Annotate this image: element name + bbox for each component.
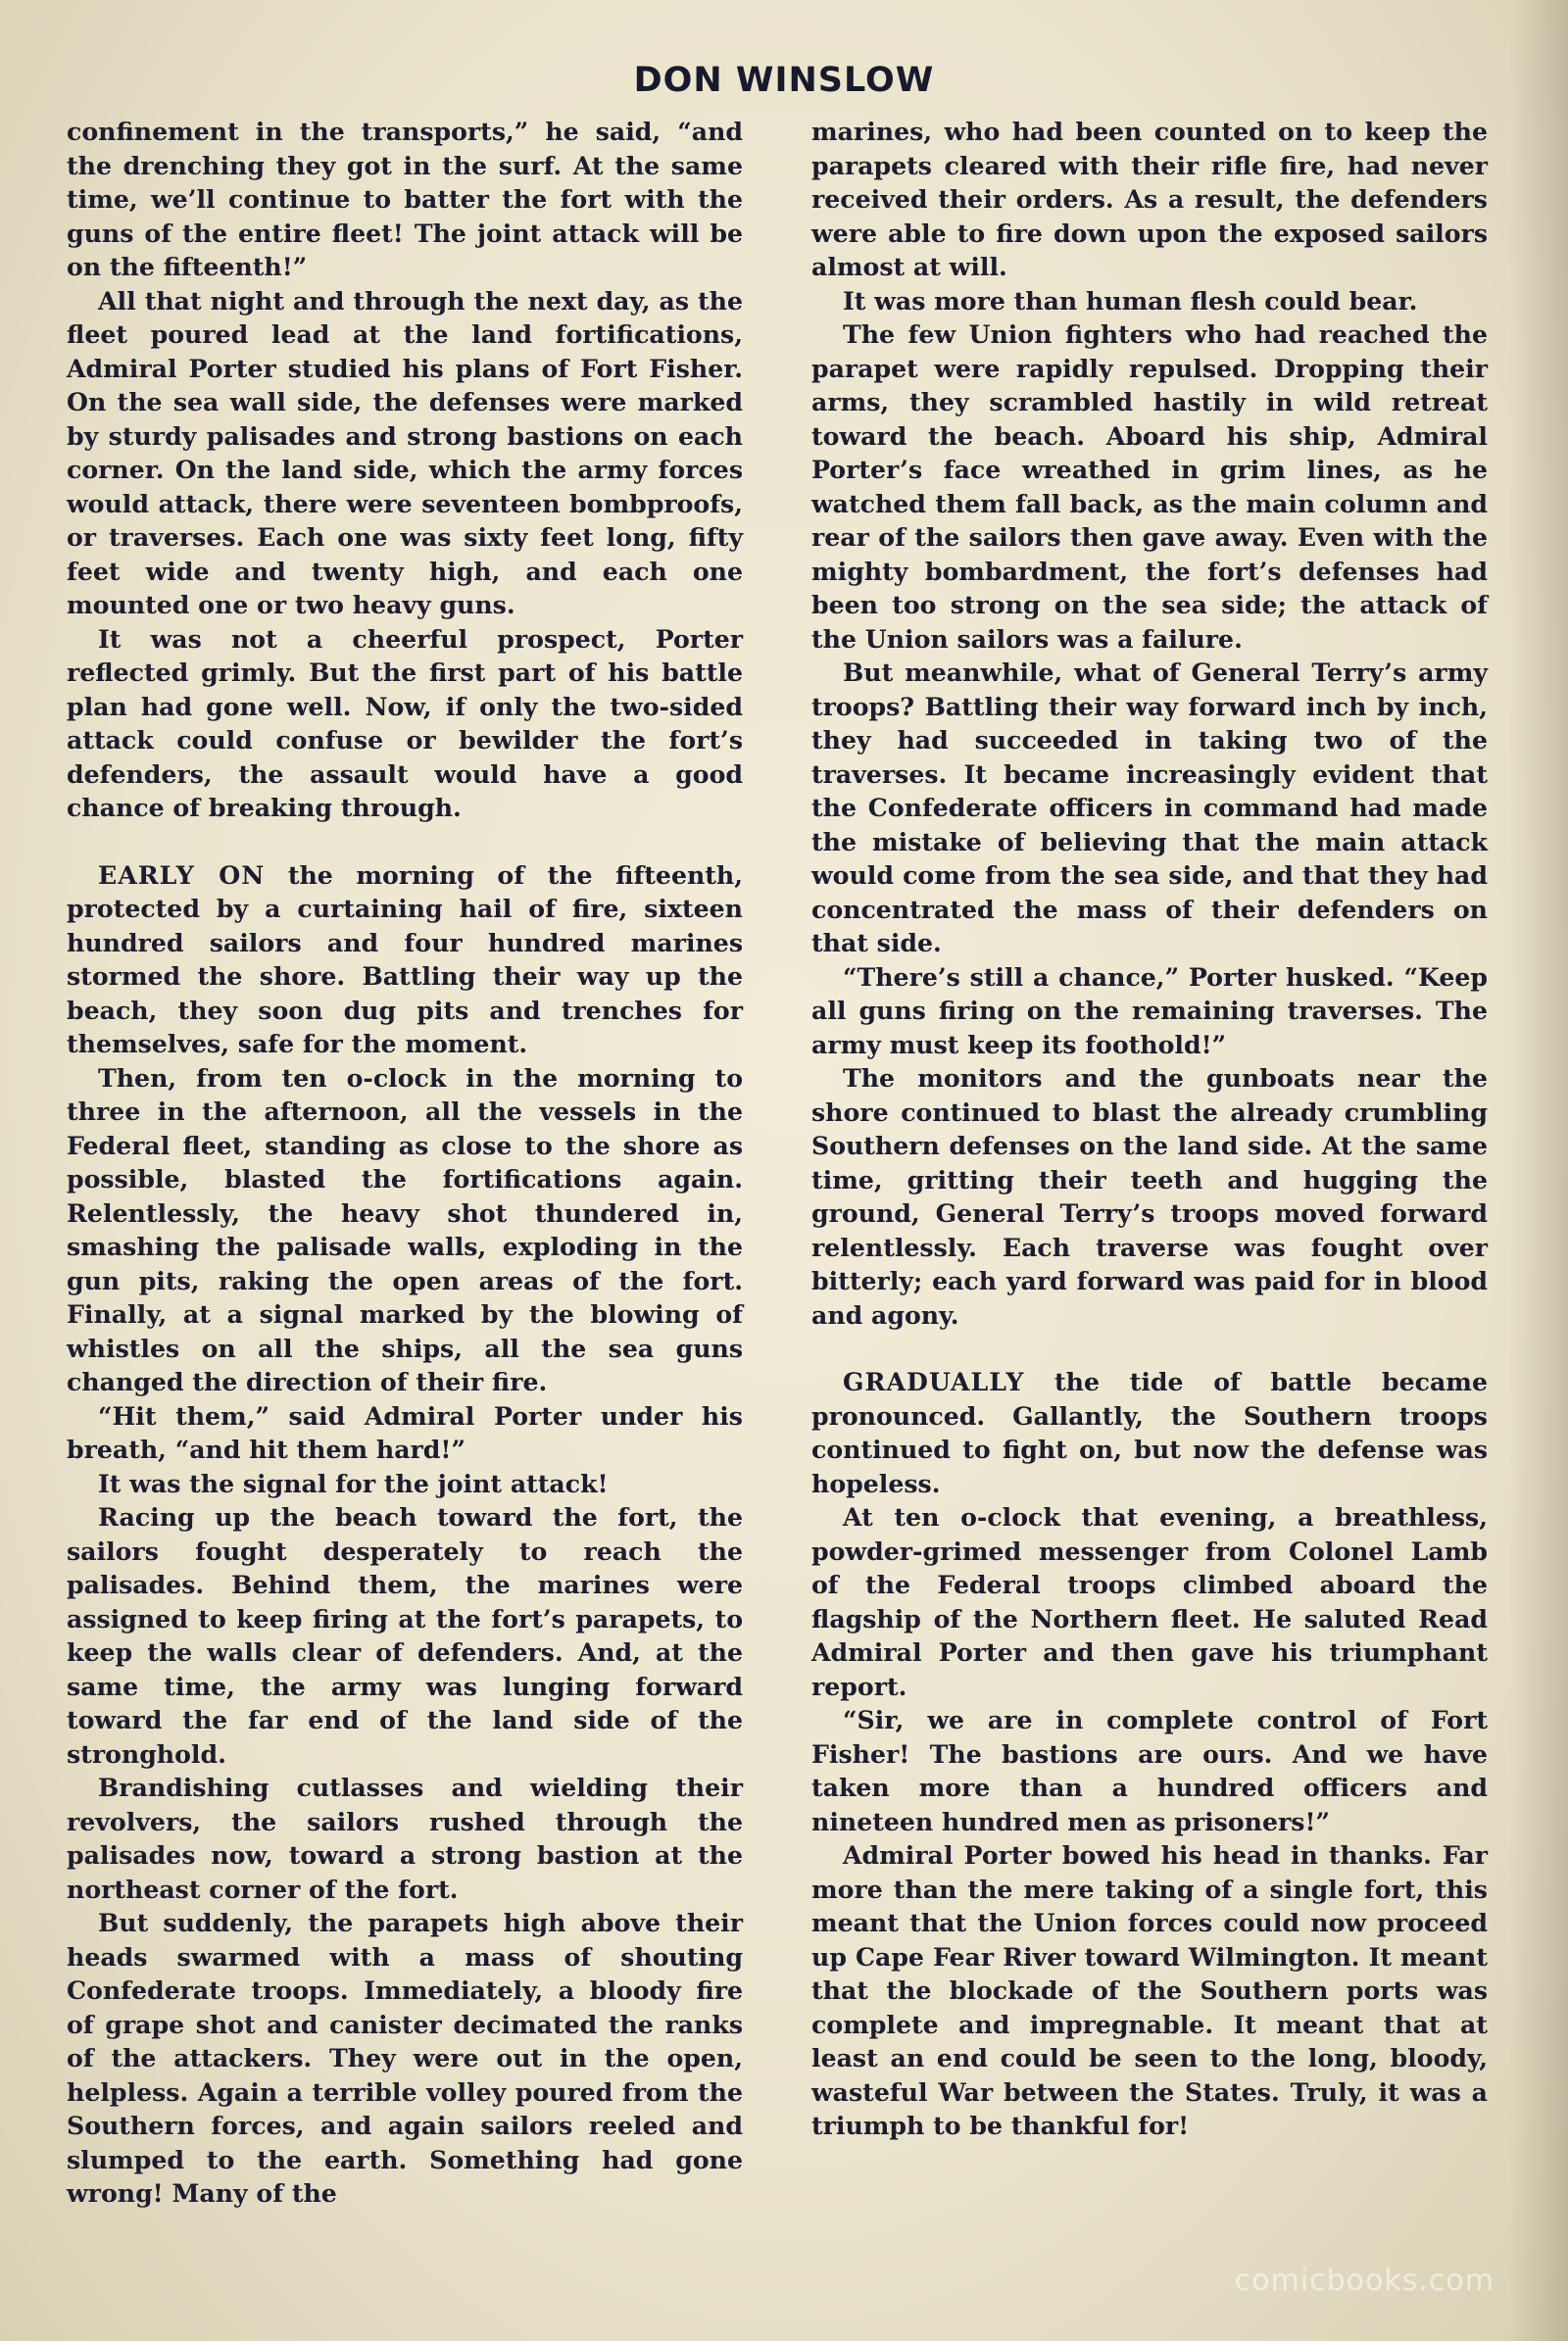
paragraph: It was the signal for the joint attack! (98, 1468, 609, 1498)
paragraph: “Hit them,” said Admiral Porter under his breath, “and hit them hard!” (67, 1400, 743, 1464)
paragraph: Then, from ten o-clock in the morning to three in the afternoon, all the vessels in the Federal fleet, standing as close to the shore as possible, blasted the fortifications again. Relentlessly, the heavy shot thundered in, smashing the palisade walls, exploding in the gun pits, raking the open areas of the fort. Finally, at a signal marked by the blowing of whistles on all the ships, all the sea guns changed the direction of their fire. (67, 1062, 743, 1396)
section-paragraph (811, 1365, 1488, 1500)
watermark: comicbooks.com (1234, 2264, 1494, 2298)
paragraph: Admiral Porter bowed his head in thanks. Far more than the mere taking of a single fort, this meant that the Union forces could now proceed up Cape Fear River toward Wilmington. It meant that the blockade of the Southern ports was complete and impregnable. It meant that at least an end could be seen to the long, bloody, wasteful War between the States. Truly, it was a triumph to be thankful for! (811, 1840, 1488, 2140)
right-text-column (811, 115, 1488, 2143)
paragraph: Brandishing cutlasses and wielding their revolvers, the sailors rushed through the palisades now, toward a strong bastion at the northeast corner of the fort. (67, 1773, 743, 1904)
paragraph: It was not a cheerful prospect, Porter reflected grimly. But the first part of his battle plan had gone well. Now, if only the two-sided attack could confuse or bewilder the fort’s defenders, the assault would have a good chance of breaking through. (67, 623, 743, 822)
paragraph: At ten o-clock that evening, a breathless, powder-grimed messenger from Colonel Lamb of the Federal troops climbed aboard the flagship of the Northern fleet. He saluted Read Admiral Porter and then gave his triumphant report. (811, 1502, 1488, 1701)
paragraph: Racing up the beach toward the fort, the sailors fought desperately to reach the palisades. Behind them, the marines were assigned to keep firing at the fort’s parapets, to keep the walls clear of defenders. And, at the same time, the army was lunging forward toward the far end of the land side of the stronghold. (67, 1502, 743, 1769)
paragraph: But meanwhile, what of General Terry’s army troops? Battling their way forward inch by inch, they had succeeded in taking two of the traverses. It became increasingly evident that the Confederate officers in command had made the mistake of believing that the main attack would come from the sea side, and that they had concentrated the mass of their defenders on that side. (811, 658, 1488, 957)
paragraph: All that night and through the next day, as the fleet poured lead at the land fortifications, Admiral Porter studied his plans of Fort Fisher. On the sea wall side, the defenses were marked by sturdy palisades and strong bastions on each corner. On the land side, which the army forces would attack, there were seventeen bombproofs, or traverses. Each one was sixty feet long, fifty feet wide and twenty high, and each one mounted one or two heavy guns. (67, 285, 743, 619)
paragraph: “Sir, we are in complete control of Fort Fisher! The bastions are ours. And we have taken more than a hundred officers and nineteen hundred men as prisoners!” (811, 1705, 1488, 1836)
page-edge-shadow (1509, 0, 1568, 2341)
paragraph: confinement in the transports,” he said, “and the drenching they got in the surf. At the same time, we’ll continue to batter the fort with the guns of the entire fleet! The joint attack will be on the fifteenth!” (67, 117, 743, 281)
section-lead-in: EARLY ON (98, 859, 266, 890)
paragraph: The few Union fighters who had reached the parapet were rapidly repulsed. Dropping their arms, they scrambled hastily in wild retreat toward the beach. Aboard his ship, Admiral Porter’s face wreathed in grim lines, as he watched them fall back, as the main column and rear of the sailors then gave away. Even with the mighty bombardment, the fort’s defenses had been too strong on the sea side; the attack of the Union sailors was a failure. (811, 319, 1488, 654)
paragraph: marines, who had been counted on to keep the parapets cleared with their rifle fire, had never received their orders. As a result, the defenders were able to fire down upon the exposed sailors almost at will. (811, 117, 1488, 281)
section-paragraph (67, 858, 743, 1061)
left-text-column (67, 115, 743, 2211)
paragraph: But suddenly, the parapets high above their heads swarmed with a mass of shouting Confederate troops. Immediately, a bloody fire of grape shot and canister decimated the ranks of the attackers. They were out in the open, helpless. Again a terrible volley poured from the Southern forces, and again sailors reeled and slumped to the earth. Something had gone wrong! Many of the (67, 1908, 743, 2208)
paragraph-text: the morning of the fifteenth, protected by a curtaining hail of fire, sixteen hundred sailors and four hundred marines stormed the shore. Battling their way up the beach, they soon dug pits and trenches for themselves, safe for the moment. (67, 859, 743, 1058)
page-title: DON WINSLOW (633, 61, 935, 100)
paragraph: The monitors and the gunboats near the shore continued to blast the already crumbling Southern defenses on the land side. At the same time, gritting their teeth and hugging the ground, General Terry’s troops moved forward relentlessly. Each traverse was fought over bitterly; each yard forward was paid for in blood and agony. (811, 1063, 1488, 1330)
paragraph-text: the tide of battle became pronounced. Gallantly, the Southern troops continued to fight on, but now the defense was hopeless. (811, 1367, 1488, 1498)
section-lead-in: GRADUALLY (843, 1367, 1025, 1396)
paragraph: “There’s still a chance,” Porter husked. “Keep all guns firing on the remaining traverses. The army must keep its foothold!” (811, 961, 1488, 1059)
paragraph: It was more than human flesh could bear. (843, 285, 1418, 316)
